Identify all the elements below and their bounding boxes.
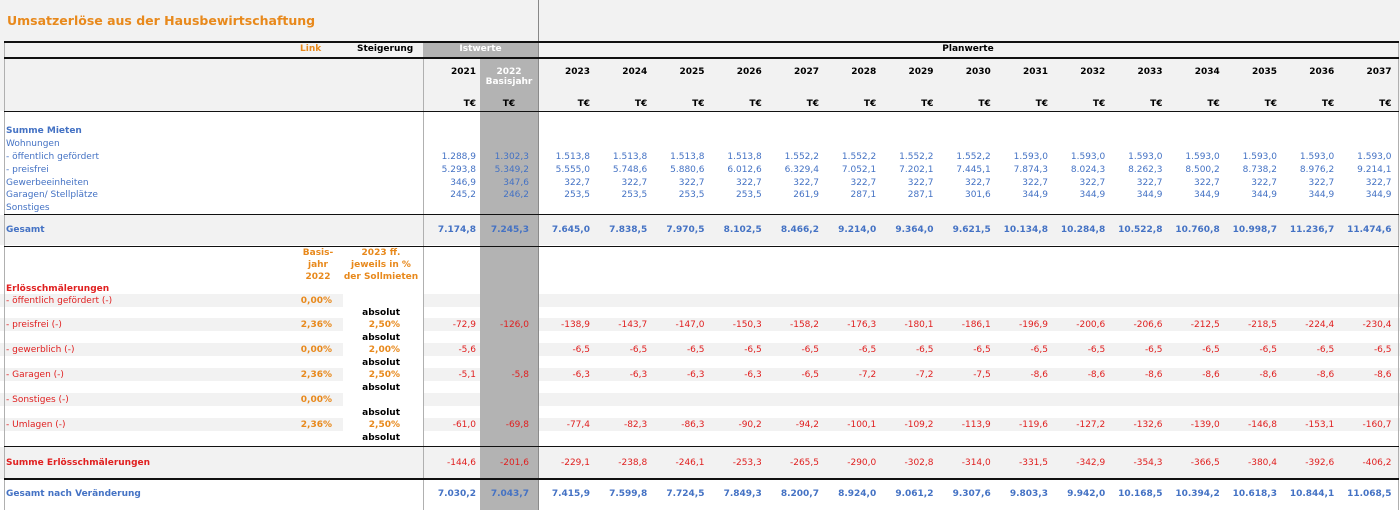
- mieten-value: 5.349,2: [494, 165, 529, 175]
- summe-schmaelerung-value: -302,8: [904, 458, 934, 468]
- gesamt-nach-value: 9.307,6: [952, 489, 991, 499]
- gesamt-nach-value: 7.043,7: [490, 489, 529, 499]
- schmaelerung-value: -6,5: [686, 345, 705, 355]
- ff-col-header: jeweils in %: [351, 260, 411, 270]
- year-header: 2032: [1080, 67, 1106, 77]
- schmaelerung-value: -196,9: [1018, 320, 1048, 330]
- summe-schmaelerung-value: -290,0: [847, 458, 877, 468]
- schmaelerung-value: -5,6: [458, 345, 476, 355]
- schmaelerung-value: -119,6: [1018, 420, 1048, 430]
- mieten-value: 344,9: [1022, 190, 1048, 200]
- mieten-value: 8.738,2: [1242, 165, 1277, 175]
- mieten-value: 8.500,2: [1185, 165, 1220, 175]
- mieten-value: 287,1: [850, 190, 877, 200]
- mieten-value: 1.513,8: [727, 152, 762, 162]
- summe-schmaelerung-value: -201,6: [499, 458, 529, 468]
- mieten-value: 6.329,4: [784, 165, 819, 175]
- mieten-value: 6.012,6: [727, 165, 762, 175]
- schmaelerung-value: -8,6: [1087, 370, 1106, 380]
- schmaelerung-row-label: - Sonstiges (-): [6, 395, 69, 405]
- unit-label: T€: [692, 99, 705, 109]
- divider: [538, 0, 539, 41]
- mieten-value: 1.552,2: [841, 152, 877, 162]
- year-header: 2030: [965, 67, 991, 77]
- mieten-value: 261,9: [793, 190, 819, 200]
- title-bar-right: [538, 0, 1400, 41]
- gesamt-value: 7.838,5: [609, 225, 648, 235]
- gesamt-value: 9.621,5: [952, 225, 991, 235]
- mieten-value: 287,1: [907, 190, 934, 200]
- ff-input-cell[interactable]: [343, 393, 423, 406]
- schmaelerung-value: -6,5: [744, 345, 762, 355]
- schmaelerung-value: -8,6: [1373, 370, 1392, 380]
- schmaelerung-value: -160,7: [1362, 420, 1392, 430]
- schmaelerung-value: -143,7: [618, 320, 648, 330]
- unit-label: T€: [1092, 99, 1106, 109]
- mieten-value: 8.024,3: [1070, 165, 1106, 175]
- year-header: 2033: [1137, 67, 1163, 77]
- gesamt-value: 10.522,8: [1118, 225, 1163, 235]
- gesamt-value: 11.236,7: [1289, 225, 1335, 235]
- year-header: 2028: [851, 67, 877, 77]
- schmaelerung-value: -77,4: [566, 420, 590, 430]
- schmaelerung-value: -176,3: [847, 320, 877, 330]
- mieten-value: 322,7: [1251, 178, 1277, 188]
- schmaelerung-value: -6,5: [973, 345, 991, 355]
- mieten-value: 8.976,2: [1299, 165, 1335, 175]
- schmaelerung-value: -109,2: [904, 420, 934, 430]
- mieten-value: 1.593,0: [1070, 152, 1106, 162]
- schmaelerung-value: -138,9: [560, 320, 590, 330]
- schmaelerung-value: -72,9: [452, 320, 476, 330]
- schmaelerung-value: -139,0: [1190, 420, 1220, 430]
- absolut-label: absolut: [362, 408, 400, 418]
- link-header: Link: [300, 44, 322, 54]
- gesamt-nach-label: Gesamt nach Veränderung: [6, 489, 141, 499]
- year-header: 2021: [450, 67, 476, 77]
- hrule: [4, 57, 1399, 59]
- gesamt-nach-value: 10.168,5: [1118, 489, 1163, 499]
- mieten-value: 1.593,0: [1299, 152, 1335, 162]
- gesamt-value: 10.998,7: [1232, 225, 1277, 235]
- mieten-value: 322,7: [678, 178, 705, 188]
- summe-schmaelerung-value: -342,9: [1076, 458, 1106, 468]
- year-header: 2037: [1366, 67, 1392, 77]
- summe-mieten-label: Summe Mieten: [6, 126, 82, 136]
- schmaelerung-value: -158,2: [789, 320, 819, 330]
- mieten-value: 344,9: [1193, 190, 1220, 200]
- mieten-value: 1.552,2: [899, 152, 934, 162]
- schmaelerung-value: -6,3: [686, 370, 705, 380]
- absolut-label: absolut: [362, 333, 400, 343]
- hrule: [4, 41, 1399, 43]
- mieten-value: 322,7: [1079, 178, 1106, 188]
- schmaelerung-value: -6,5: [801, 345, 819, 355]
- schmaelerung-value: -7,2: [915, 370, 934, 380]
- basis-percent: 0,00%: [300, 345, 332, 355]
- basis-percent: 0,00%: [300, 395, 332, 405]
- schmaelerung-value: -6,5: [858, 345, 877, 355]
- mieten-value: 1.513,8: [670, 152, 705, 162]
- summe-schmaelerung-value: -392,6: [1305, 458, 1335, 468]
- mieten-value: 322,7: [964, 178, 991, 188]
- mieten-value: 1.593,0: [1128, 152, 1163, 162]
- schmaelerung-value: -8,6: [1259, 370, 1277, 380]
- mieten-value: 9.214,1: [1357, 165, 1392, 175]
- schmaelerung-value: -69,8: [505, 420, 529, 430]
- mieten-row-label: Gewerbeeinheiten: [6, 178, 89, 188]
- schmaelerung-value: -146,8: [1247, 420, 1277, 430]
- unit-label: T€: [921, 99, 934, 109]
- mieten-value: 322,7: [793, 178, 819, 188]
- year-header: 2025: [679, 67, 705, 77]
- gesamt-value: 11.474,6: [1347, 225, 1392, 235]
- schmaelerung-value: -113,9: [961, 420, 991, 430]
- mieten-value: 1.513,8: [555, 152, 590, 162]
- year-header: 2026: [736, 67, 762, 77]
- gesamt-value: 9.364,0: [895, 225, 934, 235]
- unit-label: T€: [1321, 99, 1335, 109]
- schmaelerung-value: -7,5: [973, 370, 991, 380]
- summe-schmaelerung-value: -144,6: [446, 458, 476, 468]
- unit-label: T€: [577, 99, 590, 109]
- mieten-value: 344,9: [1365, 190, 1392, 200]
- year-header: 2036: [1309, 67, 1335, 77]
- schmaelerung-value: -6,5: [1259, 345, 1277, 355]
- unit-label: T€: [1264, 99, 1277, 109]
- schmaelerung-value: -90,2: [738, 420, 762, 430]
- mieten-value: 301,6: [964, 190, 991, 200]
- mieten-value: 344,9: [1308, 190, 1335, 200]
- schmaelerung-value: -6,5: [801, 370, 819, 380]
- ff-percent[interactable]: 2,00%: [368, 345, 400, 355]
- gesamt-value: 8.102,5: [723, 225, 762, 235]
- mieten-value: 1.593,0: [1013, 152, 1048, 162]
- schmaelerung-value: -8,6: [1144, 370, 1163, 380]
- mieten-value: 322,7: [907, 178, 934, 188]
- gesamt-nach-value: 9.061,2: [895, 489, 934, 499]
- ff-input-cell[interactable]: [343, 294, 423, 307]
- mieten-value: 344,9: [1251, 190, 1277, 200]
- basis-col-header: Basis-: [302, 248, 334, 258]
- mieten-value: 347,6: [503, 178, 529, 188]
- mieten-value: 322,7: [564, 178, 590, 188]
- mieten-value: 1.302,3: [494, 152, 529, 162]
- mieten-value: 253,5: [735, 190, 762, 200]
- mieten-value: 5.293,8: [441, 165, 476, 175]
- schmaelerung-value: -127,2: [1076, 420, 1106, 430]
- summe-schmaelerung-value: -253,3: [732, 458, 762, 468]
- gesamt-nach-value: 7.030,2: [437, 489, 476, 499]
- absolut-label: absolut: [362, 383, 400, 393]
- basis-col-header: jahr: [307, 260, 328, 270]
- schmaelerung-value: -150,3: [732, 320, 762, 330]
- mieten-value: 246,2: [503, 190, 529, 200]
- schmaelerung-value: -61,0: [452, 420, 476, 430]
- unit-label: T€: [749, 99, 762, 109]
- schmaelerung-value: -8,6: [1316, 370, 1335, 380]
- schmaelerung-row-label: - preisfrei (-): [6, 320, 62, 330]
- gesamt-value: 7.174,8: [437, 225, 476, 235]
- basis-col-header: 2022: [305, 272, 331, 282]
- schmaelerung-value: -94,2: [795, 420, 819, 430]
- schmaelerung-row-label: - öffentlich gefördert (-): [6, 296, 113, 306]
- summe-schmaelerung-value: -238,8: [618, 458, 648, 468]
- mieten-value: 1.513,8: [612, 152, 648, 162]
- schmaelerung-value: -8,6: [1202, 370, 1220, 380]
- ff-percent[interactable]: 2,50%: [368, 420, 400, 430]
- mieten-value: 5.880,6: [670, 165, 705, 175]
- gesamt-nach-value: 11.068,5: [1347, 489, 1392, 499]
- gesamt-value: 10.134,8: [1003, 225, 1048, 235]
- basis-percent: 2,36%: [300, 320, 332, 330]
- unit-label: T€: [806, 99, 819, 109]
- schmaelerung-value: -224,4: [1305, 320, 1335, 330]
- gesamt-value: 10.760,8: [1175, 225, 1220, 235]
- mieten-value: 322,7: [1308, 178, 1335, 188]
- summe-schmaelerung-value: -406,2: [1362, 458, 1392, 468]
- mieten-value: 7.874,3: [1013, 165, 1048, 175]
- hrule: [4, 478, 1399, 480]
- summe-schmaelerung-value: -380,4: [1247, 458, 1277, 468]
- mieten-value: 346,9: [450, 178, 476, 188]
- gesamt-label: Gesamt: [6, 225, 45, 235]
- absolut-label: absolut: [362, 358, 400, 368]
- mieten-value: 1.552,2: [956, 152, 991, 162]
- summe-schmaelerung-value: -229,1: [560, 458, 590, 468]
- year-header: 2024: [622, 67, 648, 77]
- schmaelerung-value: -5,8: [511, 370, 529, 380]
- mieten-value: 322,7: [1022, 178, 1048, 188]
- schmaelerung-value: -186,1: [961, 320, 991, 330]
- gesamt-nach-value: 9.942,0: [1067, 489, 1106, 499]
- gesamt-nach-value: 8.924,0: [838, 489, 877, 499]
- istwerte-header: Istwerte: [459, 44, 502, 54]
- schmaelerung-value: -100,1: [847, 420, 877, 430]
- grid-line: [423, 57, 424, 510]
- mieten-value: 1.288,9: [441, 152, 476, 162]
- year-header: 2029: [908, 67, 934, 77]
- schmaelerung-value: -6,5: [1030, 345, 1048, 355]
- mieten-value: 8.262,3: [1128, 165, 1163, 175]
- mieten-value: 245,2: [450, 190, 476, 200]
- schmaelerung-value: -6,3: [629, 370, 648, 380]
- schmaelerung-value: -147,0: [675, 320, 705, 330]
- schmaelerung-row-label: - Garagen (-): [6, 370, 64, 380]
- schmaelerung-value: -206,6: [1133, 320, 1163, 330]
- schmaelerung-value: -6,5: [572, 345, 590, 355]
- schmaelerung-value: -153,1: [1305, 420, 1335, 430]
- gesamt-value: 7.245,3: [490, 225, 529, 235]
- summe-schmaelerung-value: -331,5: [1018, 458, 1048, 468]
- mieten-row-label: - preisfrei: [6, 165, 49, 175]
- row-stripe: [0, 294, 1400, 307]
- schmaelerung-row-label: - gewerblich (-): [6, 345, 75, 355]
- absolut-label: absolut: [362, 433, 400, 443]
- schmaelerung-value: -218,5: [1247, 320, 1277, 330]
- schmaelerung-value: -230,4: [1362, 320, 1392, 330]
- mieten-value: 322,7: [1365, 178, 1392, 188]
- mieten-value: 253,5: [678, 190, 705, 200]
- year-header: 2023: [564, 67, 590, 77]
- schmaelerung-value: -132,6: [1133, 420, 1163, 430]
- mieten-row-label: Sonstiges: [6, 203, 50, 213]
- ff-percent[interactable]: 2,50%: [368, 320, 400, 330]
- row-stripe: [0, 393, 1400, 406]
- mieten-value: 253,5: [564, 190, 590, 200]
- year-header: 2035: [1251, 67, 1277, 77]
- schmaelerung-value: -5,1: [458, 370, 476, 380]
- mieten-value: 322,7: [735, 178, 762, 188]
- basis-percent: 2,36%: [300, 420, 332, 430]
- schmaelerung-value: -7,2: [858, 370, 877, 380]
- summe-schmaelerung-value: -265,5: [789, 458, 819, 468]
- basis-percent: 2,36%: [300, 370, 332, 380]
- ff-col-header: der Sollmieten: [343, 272, 419, 282]
- gesamt-nach-value: 10.394,2: [1175, 489, 1220, 499]
- gesamt-nach-value: 7.599,8: [609, 489, 648, 499]
- schmaelerung-value: -8,6: [1030, 370, 1048, 380]
- planwerte-header: Planwerte: [942, 44, 994, 54]
- mieten-value: 1.552,2: [784, 152, 819, 162]
- gesamt-value: 7.645,0: [551, 225, 590, 235]
- unit-label: T€: [502, 99, 516, 109]
- unit-label: T€: [1035, 99, 1048, 109]
- mieten-value: 322,7: [850, 178, 877, 188]
- mieten-value: 7.052,1: [841, 165, 877, 175]
- schmaelerung-value: -200,6: [1076, 320, 1106, 330]
- unit-label: T€: [634, 99, 648, 109]
- year-header: 2031: [1022, 67, 1048, 77]
- unit-label: T€: [1379, 99, 1392, 109]
- mieten-value: 5.555,0: [555, 165, 590, 175]
- schmaelerung-value: -180,1: [904, 320, 934, 330]
- gesamt-value: 7.970,5: [666, 225, 705, 235]
- basis-percent: 0,00%: [300, 296, 332, 306]
- schmaelerung-value: -6,5: [629, 345, 648, 355]
- year-header: 2027: [793, 67, 819, 77]
- unit-label: T€: [1207, 99, 1220, 109]
- schmaelerung-value: -6,5: [1202, 345, 1220, 355]
- schmaelerung-value: -126,0: [499, 320, 529, 330]
- mieten-value: 7.445,1: [956, 165, 991, 175]
- ff-col-header: 2023 ff.: [361, 248, 401, 258]
- gesamt-nach-value: 10.618,3: [1232, 489, 1277, 499]
- steigerung-header: Steigerung: [357, 44, 414, 54]
- gesamt-value: 8.466,2: [780, 225, 819, 235]
- basisjahr-label: Basisjahr: [485, 77, 533, 87]
- summe-schmaelerung-value: -314,0: [961, 458, 991, 468]
- unit-label: T€: [863, 99, 877, 109]
- mieten-value: 344,9: [1079, 190, 1106, 200]
- gesamt-value: 10.284,8: [1060, 225, 1106, 235]
- sheet-title: Umsatzerlöse aus der Hausbewirtschaftung: [0, 0, 538, 41]
- unit-label: T€: [463, 99, 476, 109]
- schmaelerung-value: -6,5: [915, 345, 934, 355]
- summe-schmaelerung-value: -246,1: [675, 458, 705, 468]
- schmaelerung-value: -6,3: [572, 370, 590, 380]
- unit-label: T€: [978, 99, 991, 109]
- mieten-value: 1.593,0: [1357, 152, 1392, 162]
- schmaelerung-value: -6,3: [744, 370, 762, 380]
- mieten-value: 5.748,6: [612, 165, 648, 175]
- summe-schmaelerung-value: -354,3: [1133, 458, 1163, 468]
- mieten-value: 322,7: [621, 178, 648, 188]
- mieten-value: 253,5: [621, 190, 648, 200]
- mieten-row-label: Garagen/ Stellplätze: [6, 190, 98, 200]
- summe-schmaelerung-value: -366,5: [1190, 458, 1220, 468]
- mieten-value: 344,9: [1136, 190, 1163, 200]
- schmaelerung-value: -212,5: [1190, 320, 1220, 330]
- gesamt-nach-value: 7.849,3: [723, 489, 762, 499]
- schmaelerung-value: -6,5: [1087, 345, 1106, 355]
- unit-label: T€: [1150, 99, 1163, 109]
- hrule: [4, 111, 1399, 112]
- hrule: [4, 246, 1399, 247]
- schmaelerung-value: -86,3: [681, 420, 705, 430]
- year-header: 2022: [496, 67, 522, 77]
- mieten-value: 1.593,0: [1185, 152, 1220, 162]
- hrule: [4, 446, 1399, 447]
- schmaelerung-value: -82,3: [623, 420, 648, 430]
- mieten-value: 7.202,1: [899, 165, 934, 175]
- gesamt-nach-value: 10.844,1: [1289, 489, 1335, 499]
- schmaelerung-value: -6,5: [1316, 345, 1335, 355]
- schmaelerung-value: -6,5: [1144, 345, 1163, 355]
- gesamt-nach-value: 9.803,3: [1009, 489, 1048, 499]
- hrule: [4, 214, 1399, 215]
- erloesschmaelerungen-heading: Erlösschmälerungen: [6, 284, 110, 294]
- year-header: 2034: [1194, 67, 1220, 77]
- absolut-label: absolut: [362, 308, 400, 318]
- gesamt-value: 9.214,0: [838, 225, 877, 235]
- gesamt-nach-value: 8.200,7: [780, 489, 819, 499]
- gesamt-nach-value: 7.724,5: [666, 489, 705, 499]
- summe-schmaelerung-label: Summe Erlösschmälerungen: [6, 458, 151, 468]
- gesamt-nach-value: 7.415,9: [551, 489, 590, 499]
- mieten-row-label: - öffentlich gefördert: [6, 152, 100, 162]
- mieten-value: 322,7: [1136, 178, 1163, 188]
- mieten-value: 322,7: [1193, 178, 1220, 188]
- schmaelerung-row-label: - Umlagen (-): [6, 420, 66, 430]
- ff-percent[interactable]: 2,50%: [368, 370, 400, 380]
- mieten-value: 1.593,0: [1242, 152, 1277, 162]
- schmaelerung-value: -6,5: [1373, 345, 1392, 355]
- mieten-row-label: Wohnungen: [6, 139, 60, 149]
